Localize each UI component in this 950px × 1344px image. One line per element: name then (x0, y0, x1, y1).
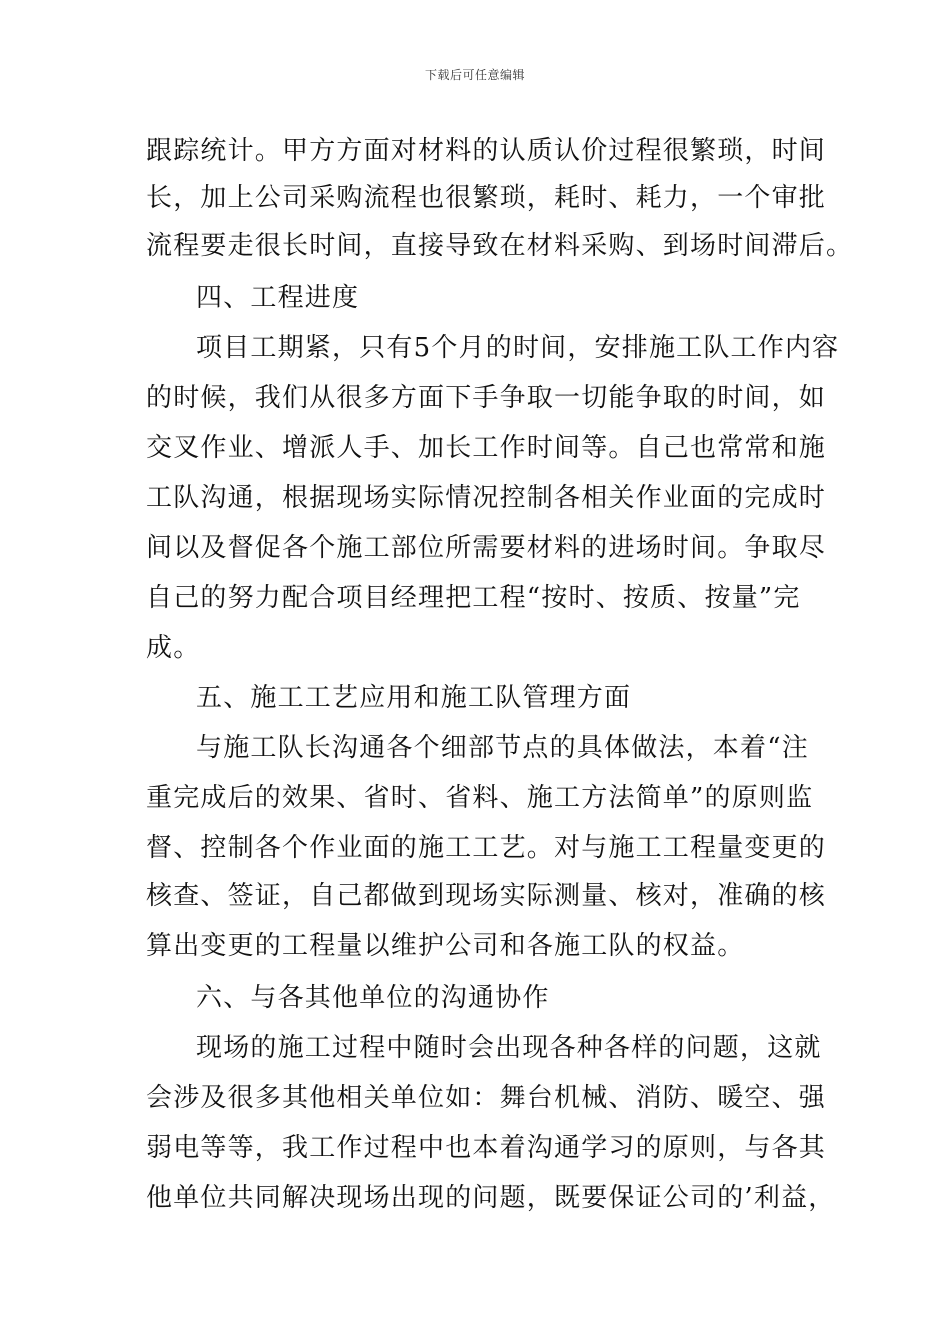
text-line: 现场的施工过程中随时会出现各种各样的问题，这就 (196, 1033, 822, 1063)
text-line: 间以及督促各个施工部位所需要材料的进场时间。争取尽 (146, 533, 827, 563)
text-line: 交叉作业、增派人手、加长工作时间等。自己也常常和施 (146, 433, 827, 463)
section-heading: 六、与各其他单位的沟通协作 (196, 983, 550, 1013)
text-line: 流程要走很长时间，直接导致在材料采购、到场时间滞后。 (146, 231, 854, 261)
text-line: 自己的努力配合项目经理把工程“按时、按质、按量”完 (146, 583, 801, 613)
text-line: 长，加上公司采购流程也很繁琐，耗时、耗力，一个审批 (146, 183, 827, 213)
section-heading: 五、施工工艺应用和施工队管理方面 (196, 683, 632, 713)
text-line: 与施工队长沟通各个细部节点的具体做法，本着“注 (196, 733, 809, 763)
text-line: 跟踪统计。甲方方面对材料的认质认价过程很繁琐，时间 (146, 136, 827, 166)
text-line: 重完成后的效果、省时、省料、施工方法简单”的原则监 (146, 783, 814, 813)
text-line: 督、控制各个作业面的施工工艺。对与施工工程量变更的 (146, 833, 827, 863)
text-line: 工队沟通，根据现场实际情况控制各相关作业面的完成时 (146, 483, 827, 513)
text-line: 核查、签证，自己都做到现场实际测量、核对，准确的核 (146, 881, 827, 911)
section-heading: 四、工程进度 (196, 283, 360, 313)
text-line: 的时候，我们从很多方面下手争取一切能争取的时间，如 (146, 383, 827, 413)
text-line: 弱电等等，我工作过程中也本着沟通学习的原则，与各其 (146, 1133, 827, 1163)
text-line: 会涉及很多其他相关单位如：舞台机械、消防、暖空、强 (146, 1083, 827, 1113)
text-line: 成。 (146, 633, 201, 663)
text-line: 他单位共同解决现场出现的问题，既要保证公司的’利益， (146, 1183, 836, 1213)
text-line: 项目工期紧，只有5个月的时间，安排施工队工作内容 (196, 333, 840, 363)
text-line: 算出变更的工程量以维护公司和各施工队的权益。 (146, 931, 745, 961)
page-header-note: 下载后可任意编辑 (424, 68, 525, 82)
